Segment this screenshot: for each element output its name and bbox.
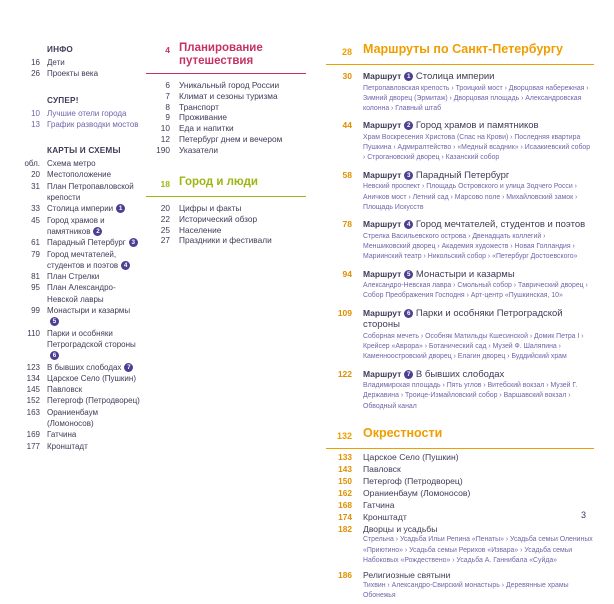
route-title-line: [363, 120, 594, 132]
toc-entry-label: Город храмов и памятников 2: [47, 215, 105, 236]
section-page: 18: [160, 178, 170, 189]
toc-entry: [20, 271, 142, 282]
toc-entry: [20, 203, 142, 214]
toc-entry: [20, 181, 142, 204]
toc-entry-content: [363, 452, 594, 462]
toc-entry-label: План Петропавловской крепости: [47, 181, 134, 203]
toc-entry-page: 79: [31, 249, 40, 259]
toc-entry-page: 81: [31, 272, 40, 282]
route-number-badge: 6: [50, 351, 59, 360]
toc-entry-page: 110: [27, 328, 40, 338]
route-number-badge: 2: [93, 227, 102, 236]
section-rule: [146, 73, 306, 74]
left-column: [20, 0, 142, 452]
route-number-badge: 7: [404, 370, 413, 379]
route-prefix: Маршрут: [363, 169, 402, 180]
route-title: Парадный Петербург: [415, 169, 510, 181]
section-heading: [326, 42, 594, 59]
toc-entry-content: [363, 570, 594, 604]
toc-entry: [146, 80, 306, 91]
toc-entry: [20, 68, 142, 79]
toc-entry: [326, 499, 594, 511]
route-number-badge: 2: [404, 121, 413, 130]
route-title-line: [363, 71, 594, 83]
toc-entry-page: 16: [31, 58, 40, 67]
toc-entry-label: В бывших слободах 7: [47, 362, 142, 373]
toc-entry-page: 31: [31, 181, 40, 191]
route-page: 122: [337, 368, 352, 379]
route-number-badge: 1: [116, 204, 125, 213]
route-title-line: [363, 308, 594, 331]
toc-entry-page: 182: [338, 523, 352, 534]
toc-entry-detail: Стрельна › Усадьба Ильи Репина «Пенаты» › Усадьба семьи Олениных «Приютино» › Усадьба семьи Рерихов «Извара» › Усадьба семьи Набоковых «Рождествено» › Усадьба А. Ганнибала «Суйда»: [363, 536, 593, 564]
toc-entry: [20, 119, 142, 130]
toc-entry: [20, 441, 142, 452]
route-entry: [326, 71, 594, 114]
route-number-badge: 1: [404, 72, 413, 81]
toc-entry: [20, 158, 142, 169]
section-heading: [146, 42, 306, 67]
toc-entry-page: 6: [165, 80, 170, 90]
toc-entry-page: 20: [160, 203, 170, 214]
section-title: Планирование путешествия: [179, 42, 263, 67]
toc-entry-label: Ораниенбаум (Ломоносов): [47, 407, 99, 429]
route-title-line: [363, 170, 594, 182]
route-number-badge: 4: [404, 220, 413, 229]
toc-entry-label: Схема метро: [47, 159, 96, 169]
toc-entry-page: 33: [31, 204, 40, 214]
route-content: [363, 120, 594, 163]
toc-entry-page: 7: [165, 90, 170, 101]
toc-entry-detail: Тихвин › Александро-Свирский монастырь › Деревянные храмы Обонежья: [363, 582, 569, 600]
toc-entry-label: План Стрелки: [47, 272, 100, 282]
toc-entry: [146, 123, 306, 134]
toc-entry: [20, 169, 142, 180]
toc-entry: [146, 91, 306, 102]
route-title-line: [363, 219, 594, 231]
route-entry: [326, 369, 594, 412]
toc-entry: [146, 134, 306, 145]
route-page: 30: [342, 71, 352, 81]
toc-entry: [20, 384, 142, 395]
toc-entry-page: 12: [160, 133, 170, 144]
toc-entry: [146, 214, 306, 225]
route-entry: [326, 308, 594, 363]
route-title-line: [363, 369, 594, 381]
route-detail: Невский проспект › Площадь Островского и улица Зодчего Росси › Аничков мост › Летний сад › Марсово поле › Михайловский замок › Площадь Искусств: [363, 183, 578, 211]
route-detail: Храм Воскресения Христова (Спас на Крови) › Последняя квартира Пушкина › Адмиралтейство › «Медный всадник» › Исаакиевский собор › Строгановский дворец › Казанский собор: [363, 133, 591, 162]
toc-entry-page: 174: [338, 511, 352, 522]
toc-entry-label: Проживание: [179, 112, 228, 123]
route-prefix: Маршрут: [363, 120, 402, 131]
route-title: Парки и особняки Петроградской стороны: [363, 307, 563, 331]
section-rule: [326, 448, 594, 449]
route-number-badge: 6: [404, 309, 413, 318]
toc-entry: [146, 235, 306, 246]
toc-entry: [326, 487, 594, 499]
route-number-badge: 7: [124, 363, 133, 372]
toc-entry: [146, 102, 306, 113]
toc-entry: [326, 510, 594, 522]
toc-entry-page: 177: [26, 441, 40, 451]
toc-entry-content: [363, 500, 594, 510]
toc-entry-label: Ораниенбаум (Ломоносов): [363, 488, 471, 499]
toc-entry-page: 162: [338, 488, 352, 499]
route-detail: Владимирская площадь › Пять углов › Витебский вокзал › Музей Г. Державина › Троице-Измайловский собор › Варшавский вокзал › Обводный канал: [363, 382, 578, 410]
toc-entry-page: 168: [338, 500, 352, 511]
route-prefix: Маршрут: [363, 219, 402, 230]
toc-entry-label: Цифры и факты: [179, 203, 242, 214]
toc-entry-label: Дворцы и усадьбы: [363, 523, 438, 534]
toc-entry-page: обл.: [24, 159, 40, 169]
route-title: Город мечтателей, студентов и поэтов: [415, 219, 586, 231]
toc-entry-label: Петергоф (Петродворец): [363, 476, 463, 487]
toc-entry-content: [363, 488, 594, 498]
toc-entry: [20, 373, 142, 384]
route-number-badge: 3: [129, 238, 138, 247]
toc-entry: [326, 522, 594, 568]
toc-entry: [326, 475, 594, 487]
section-rule: [326, 64, 594, 65]
toc-section: [326, 42, 594, 412]
section-page: 28: [341, 47, 352, 57]
toc-entry: [20, 328, 142, 362]
route-title: Монастыри и казармы: [415, 268, 515, 280]
route-detail: Петропавловская крепость › Троицкий мост › Дворцовая набережная › Зимний дворец (Эрмитаж) › Дворцовая площадь › Александровская колонна › Главный штаб: [363, 84, 589, 113]
toc-entry-page: 25: [160, 224, 170, 235]
toc-entry-label: Павловск: [363, 464, 401, 475]
toc-entry-label: Указатели: [179, 144, 218, 155]
toc-entry-label: Парки и особняки Петроградской стороны6: [47, 328, 136, 360]
toc-section: [20, 45, 142, 80]
toc-entry-page: 186: [338, 569, 352, 580]
route-prefix: Маршрут: [363, 368, 402, 379]
toc-entry: [20, 237, 142, 248]
route-content: [363, 269, 594, 302]
toc-entry-page: 8: [165, 101, 170, 112]
toc-entry-page: 152: [26, 396, 40, 406]
toc-entry: [20, 282, 142, 305]
toc-entry-page: 150: [338, 476, 352, 487]
section-heading: СУПЕР!: [47, 95, 79, 105]
route-title: Город храмов и памятников: [415, 120, 539, 132]
route-entry: [326, 120, 594, 163]
toc-entry-page: 13: [31, 119, 40, 129]
route-title-line: [363, 269, 594, 281]
route-prefix: Маршрут: [363, 268, 402, 279]
toc-entry-label: Проекты века: [47, 69, 99, 79]
toc-entry: [20, 429, 142, 440]
toc-entry: [146, 112, 306, 123]
toc-entry-page: 145: [26, 385, 40, 395]
toc-entry-page: 26: [31, 69, 40, 79]
toc-entry-label: Петербург днем и вечером: [179, 133, 283, 144]
section-heading: КАРТЫ И СХЕМЫ: [47, 146, 121, 156]
toc-entry-label: Монастыри и казармы5: [47, 306, 131, 326]
section-rule: [146, 196, 306, 197]
toc-entry-page: 10: [160, 123, 170, 134]
section-heading: [146, 176, 306, 191]
toc-entry: [20, 305, 142, 328]
toc-entry-label: Население: [179, 224, 222, 235]
toc-entry-page: 22: [160, 213, 170, 224]
toc-entry: [20, 215, 142, 238]
route-content: [363, 308, 594, 363]
route-prefix: Маршрут: [363, 307, 402, 318]
toc-entry: [326, 451, 594, 463]
toc-entry-label: Город мечтателей, студентов и поэтов 4: [47, 249, 142, 272]
toc-entry-label: Еда и напитки: [179, 123, 234, 134]
section-title: Окрестности: [363, 425, 443, 440]
section-heading: [326, 426, 594, 443]
toc-entry-label: Павловск: [47, 385, 83, 395]
route-page: 78: [342, 219, 352, 230]
route-detail: Соборная мечеть › Особняк Матильды Кшесинской › Домик Петра I › Крейсер «Аврора» › Ботанический сад › Музей Ф. Шаляпина › Каменноостровский дворец › Елагин дворец › Буддийский храм: [363, 332, 584, 361]
route-content: [363, 71, 594, 114]
toc-entry-page: 123: [26, 362, 40, 372]
route-page: 58: [342, 169, 352, 180]
toc-entry-label: Религиозные святыни: [363, 569, 451, 580]
route-page: 94: [342, 268, 352, 279]
toc-entry-page: 143: [338, 464, 352, 475]
toc-entry-label: Кронштадт: [363, 511, 407, 522]
toc-section: [20, 96, 142, 131]
section-page: 4: [165, 45, 170, 55]
page-number: 3: [580, 510, 586, 520]
toc-entry-label: Гатчина: [47, 430, 77, 440]
route-number-badge: 5: [404, 270, 413, 279]
toc-section: [20, 146, 142, 452]
route-title: Столица империи: [415, 71, 495, 82]
toc-section: [146, 176, 306, 247]
middle-column: [146, 0, 306, 246]
section-page: 132: [336, 430, 352, 441]
toc-entry-page: 20: [31, 170, 40, 180]
toc-entry: [326, 568, 594, 604]
toc-section: [326, 426, 594, 604]
section-heading: ИНФО: [47, 45, 73, 54]
toc-entry: [20, 362, 142, 373]
toc-entry-label: Парадный Петербург 3: [47, 237, 142, 248]
toc-entry-label: План Александро-Невской лавры: [47, 283, 116, 304]
toc-entry: [20, 249, 142, 272]
toc-entry-label: Царское Село (Пушкин): [47, 373, 136, 383]
route-entry: [326, 219, 594, 262]
route-detail: Александро-Невская лавра › Смольный собор › Таврический дворец › Собор Преображения Господня › Арт-центр «Пушкинская, 10»: [363, 282, 588, 300]
toc-entry-label: Транспорт: [179, 101, 219, 112]
toc-entry-label: Гатчина: [363, 500, 395, 511]
route-content: [363, 219, 594, 262]
toc-entry: [20, 108, 142, 119]
toc-entry-label: Столица империи 1: [47, 203, 142, 214]
toc-entry-content: [363, 476, 594, 486]
route-title: В бывших слободах: [415, 368, 505, 380]
toc-entry-content: [363, 464, 594, 474]
section-title: Город и люди: [179, 175, 258, 188]
route-detail: Стрелка Васильевского острова › Двенадцать коллегий › Меншиковский дворец › Академия художеств › Новая Голландия › Мариинский театр › Никольский собор › «Петербург Достоевского»: [363, 232, 578, 261]
toc-entry-content: [363, 512, 594, 522]
toc-entry-page: 163: [26, 407, 40, 417]
route-content: [363, 369, 594, 412]
toc-entry-label: Кронштадт: [47, 441, 88, 451]
toc-entry: [20, 407, 142, 430]
route-entry: [326, 170, 594, 213]
toc-entry-label: Уникальный город России: [179, 80, 280, 90]
route-number-badge: 3: [404, 171, 413, 180]
toc-entry: [20, 57, 142, 68]
toc-entry-page: 169: [26, 430, 40, 440]
toc-entry-page: 9: [165, 112, 170, 123]
route-number-badge: 5: [50, 317, 59, 326]
toc-entry: [146, 203, 306, 214]
toc-entry-page: 61: [31, 238, 40, 248]
toc-entry: [146, 225, 306, 236]
toc-entry-page: 134: [26, 373, 40, 383]
toc-entry: [20, 395, 142, 406]
toc-entry-page: 190: [156, 144, 170, 155]
toc-entry-page: 133: [338, 452, 352, 463]
route-number-badge: 4: [121, 261, 130, 270]
toc-entry-page: 27: [160, 235, 170, 246]
toc-entry-page: 45: [31, 215, 40, 225]
toc-entry-label: График разводки мостов: [47, 119, 139, 129]
toc-entry-label: Петергоф (Петродворец): [47, 396, 140, 406]
route-page: 109: [337, 307, 352, 318]
toc-entry-label: Царское Село (Пушкин): [363, 452, 459, 463]
route-entry: [326, 269, 594, 302]
toc-entry-page: 10: [31, 108, 40, 118]
route-content: [363, 170, 594, 213]
route-page: 44: [342, 120, 352, 131]
toc-entry-label: Местоположение: [47, 170, 112, 180]
route-prefix: Маршрут: [363, 71, 402, 81]
toc-section: [146, 42, 306, 156]
toc-entry: [146, 145, 306, 156]
toc-entry-label: Праздники и фестивали: [179, 235, 272, 246]
toc-entry-page: 99: [31, 306, 40, 316]
section-title: Маршруты по Санкт-Петербургу: [363, 42, 563, 56]
toc-entry-label: Дети: [47, 58, 65, 67]
toc-entry-label: Исторический обзор: [179, 213, 258, 224]
toc-entry-label: Климат и сезоны туризма: [179, 90, 278, 101]
toc-entry-content: [363, 524, 594, 568]
right-column: [326, 0, 594, 604]
toc-entry-label: Лучшие отели города: [47, 108, 127, 118]
toc-entry-page: 95: [31, 283, 40, 293]
toc-entry: [326, 463, 594, 475]
